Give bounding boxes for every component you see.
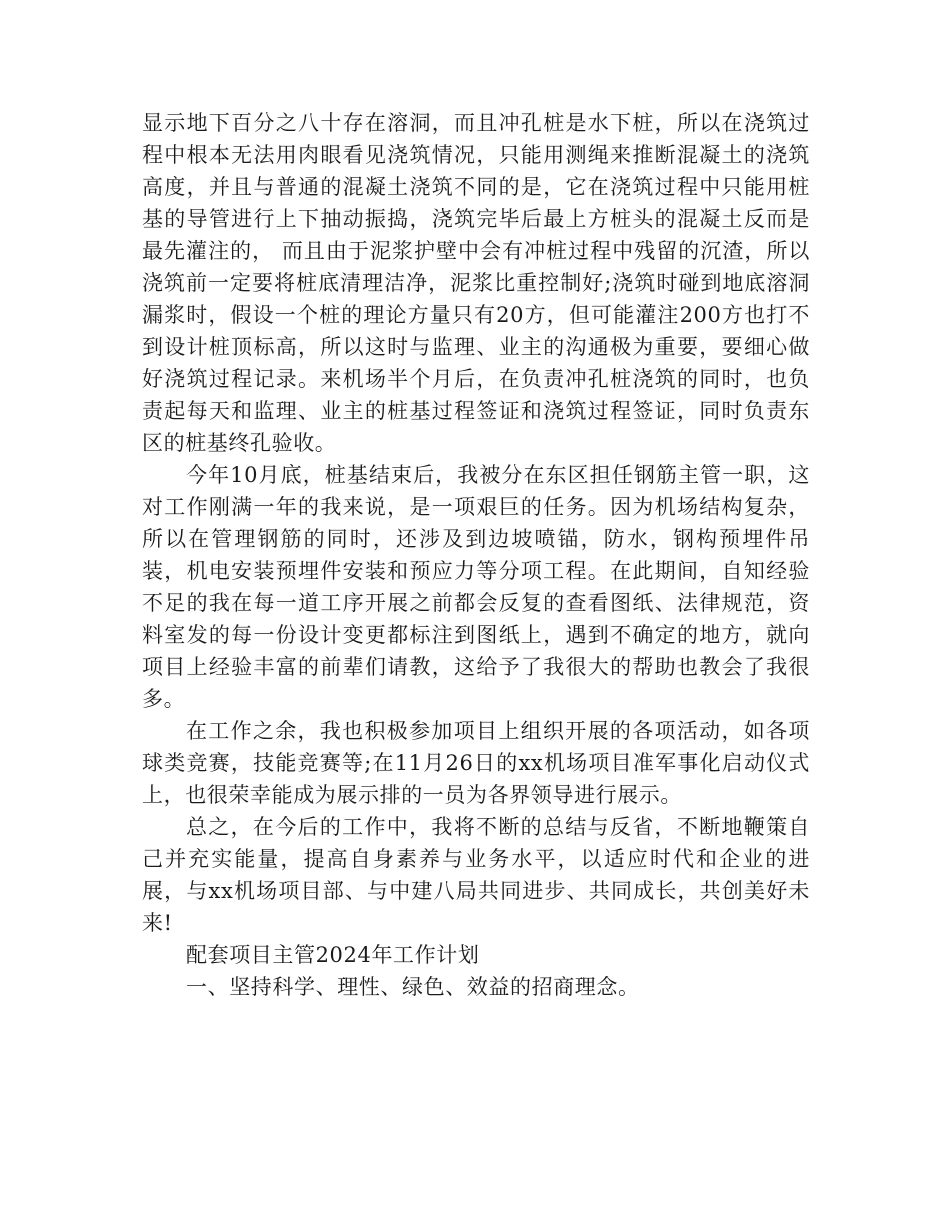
paragraph-pile-pouring: 显示地下百分之八十存在溶洞，而且冲孔桩是水下桩，所以在浇筑过程中根本无法用肉眼看见浇筑情况，只能用测绳来推断混凝土的浇筑高度，并且与普通的混凝土浇筑不同的是，它在浇筑过程中只能用桩基的导管进行上下抽动振捣，浇筑完毕后最上方桩头的混凝土反而是最先灌注的， 而且由于泥浆护壁中会有冲桩过程中残留的沉渣，所以浇筑前一定要将桩底清理洁净，泥浆比重控制好;浇筑时碰到地底溶洞漏浆时，假设一个桩的理论方量只有20方，但可能灌注200方也打不到设计桩顶标高，所以这时与监理、业主的沟通极为重要，要细心做好浇筑过程记录。来机场半个月后，在负责冲孔桩浇筑的同时，也负责起每天和监理、业主的桩基过程签证和浇筑过程签证，同时负责东区的桩基终孔验收。	[142, 111, 810, 455]
paragraph-activities: 在工作之余，我也积极参加项目上组织开展的各项活动，如各项球类竞赛，技能竞赛等;在11月26日的xx机场项目准军事化启动仪式上，也很荣幸能成为展示排的一员为各界领导进行展示。	[142, 719, 810, 807]
section-heading-one: 一、坚持科学、理性、绿色、效益的招商理念。	[186, 975, 640, 999]
paragraph-conclusion: 总之，在今后的工作中，我将不断的总结与反省，不断地鞭策自己并充实能量，提高自身素养与业务水平，以适应时代和企业的进展，与xx机场项目部、与中建八局共同进步、共同成长，共创美好未来!	[142, 815, 810, 935]
paragraph-rebar-supervisor: 今年10月底，桩基结束后，我被分在东区担任钢筋主管一职，这对工作刚满一年的我来说，是一项艰巨的任务。因为机场结构复杂，所以在管理钢筋的同时，还涉及到边坡喷锚，防水，钢构预埋件吊装，机电安装预埋件安装和预应力等分项工程。在此期间，自知经验不足的我在每一道工序开展之前都会反复的查看图纸、法律规范，资料室发的每一份设计变更都标注到图纸上，遇到不确定的地方，就向项目上经验丰富的前辈们请教，这给予了我很大的帮助也教会了我很多。	[142, 463, 810, 711]
document-page	[142, 107, 810, 1003]
section-title: 配套项目主管2024年工作计划	[186, 943, 480, 967]
